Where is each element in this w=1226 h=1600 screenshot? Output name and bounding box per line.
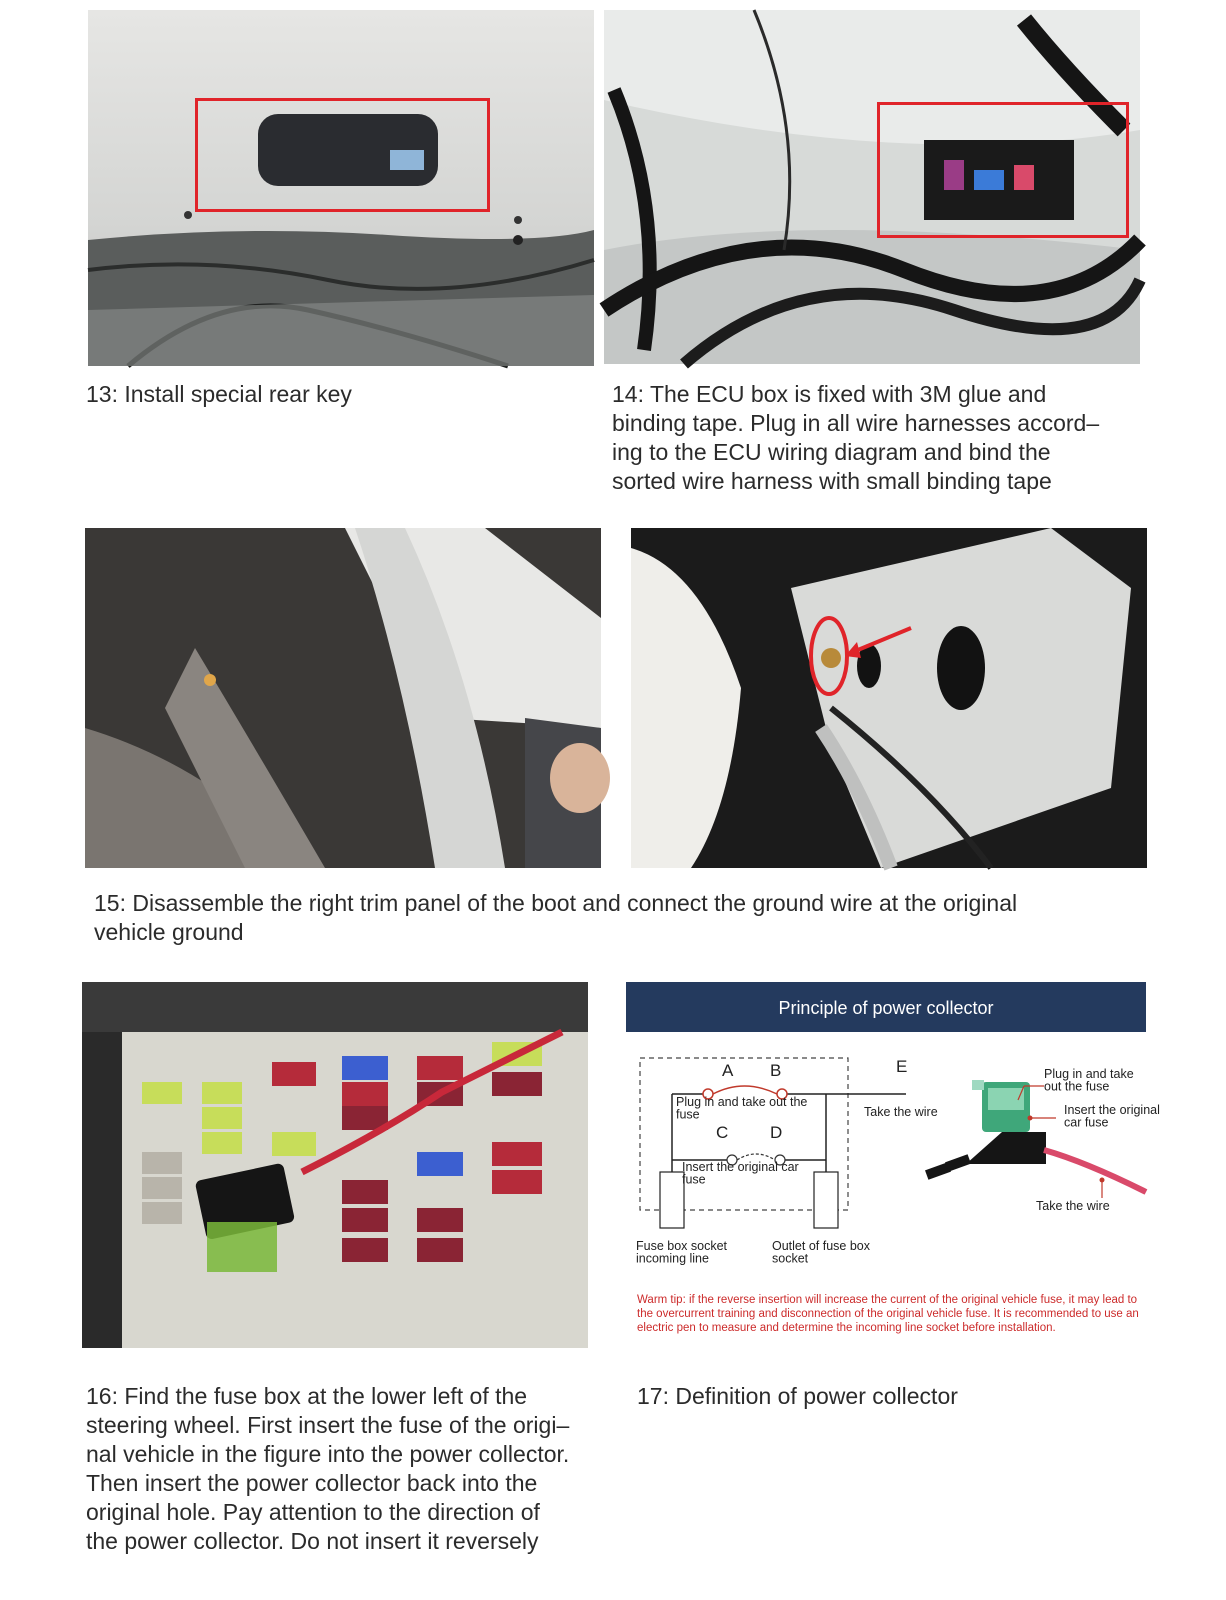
photo-ground-point: [631, 528, 1147, 868]
warm-tip: Warm tip: if the reverse insertion will increase the current of the original vehicle fuse, it may lead to the overcurrent training and disconnection of the original vehicle fuse. It is recommended to use an electric pen to measure and determine the incoming line socket before installation.: [637, 1294, 1139, 1334]
highlight-box-rear-key: [195, 98, 490, 212]
power-collector-diagram: [626, 982, 1160, 1344]
callout-insert: Insert the original car fuse: [1064, 1103, 1160, 1130]
highlight-box-ecu: [877, 102, 1129, 238]
photo-trim-panel: [85, 528, 601, 868]
caption-step-14: 14: The ECU box is fixed with 3M glue and binding tape. Plug in all wire harnesses accord– ing to the ECU wiring diagram and bind the sorted wire harness with small binding tape: [612, 381, 1100, 494]
label-c: C: [716, 1123, 729, 1142]
plug-label: Plug in and take out the fuse: [676, 1095, 808, 1122]
power-collector-device: [925, 1080, 1146, 1192]
label-a: A: [722, 1061, 734, 1080]
fuse-socket-outlet: [814, 1172, 838, 1228]
label-b: B: [770, 1061, 782, 1080]
caption-step-13: 13: Install special rear key: [86, 381, 352, 407]
photo-fuse-box: [82, 982, 588, 1348]
caption-step-16: 16: Find the fuse box at the lower left of the steering wheel. First insert the fuse of the origi– nal vehicle in the figure into the power collector. Then insert the power collector back into the original hole. Pay attention to the direction of the power collector. Do not insert it reversely: [86, 1383, 570, 1554]
fuse-ab: [713, 1086, 777, 1094]
callout-plug: Plug in and take out the fuse: [1044, 1067, 1134, 1094]
caption-step-15: 15: Disassemble the right trim panel of the boot and connect the ground wire at the original vehicle ground: [94, 890, 1018, 945]
fuse-socket-incoming: [660, 1172, 684, 1228]
label-d: D: [770, 1123, 783, 1142]
diagram-title: Principle of power collector: [778, 998, 994, 1018]
outlet-label: Outlet of fuse box socket: [772, 1239, 870, 1266]
insert-label: Insert the original car fuse: [682, 1160, 799, 1187]
label-e: E: [896, 1057, 908, 1076]
caption-step-17: 17: Definition of power collector: [637, 1383, 958, 1409]
take-wire-label: Take the wire: [864, 1105, 938, 1119]
callout-take-wire: Take the wire: [1036, 1199, 1110, 1213]
fuse-socket-label: Fuse box socket incoming line: [636, 1239, 728, 1266]
